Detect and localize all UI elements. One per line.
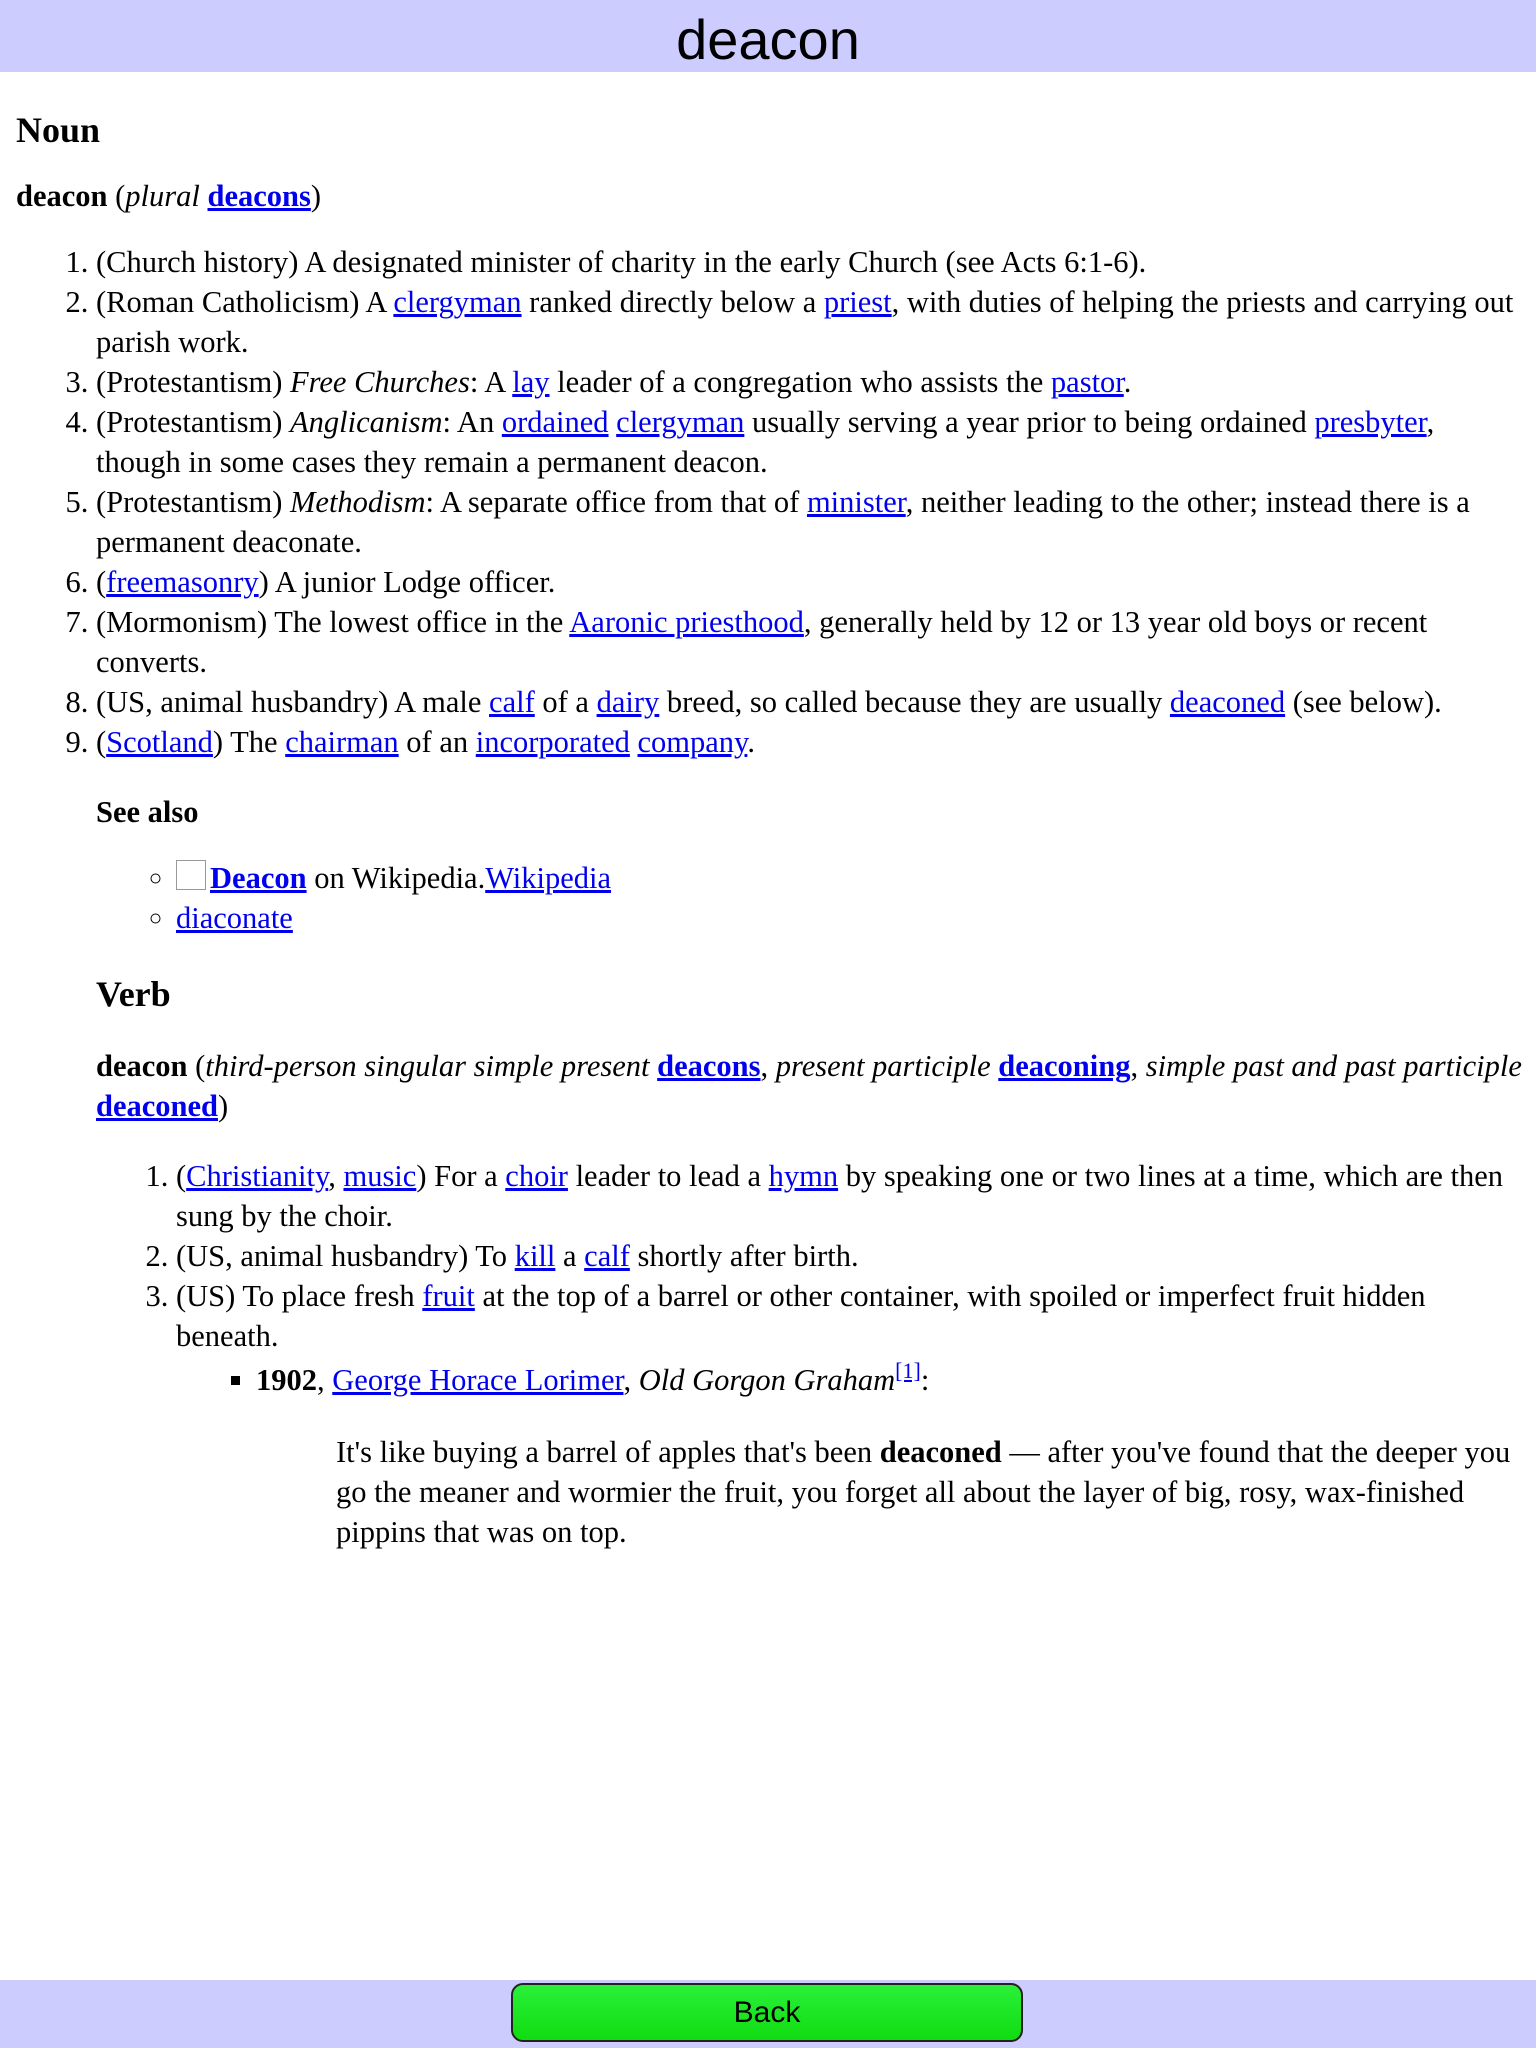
wikipedia-icon	[176, 860, 206, 890]
sense-text: ) A junior Lodge officer.	[258, 565, 556, 599]
link-deaconed[interactable]: deaconed	[1169, 685, 1286, 719]
sense-text: by speaking one or two lines at a time, which are then sung by the choir.	[176, 1159, 1504, 1233]
noun-sense	[96, 562, 1522, 602]
link-calf[interactable]: calf	[584, 1239, 630, 1273]
see-also-heading: See also	[96, 795, 199, 829]
form-label: third-person singular simple present	[205, 1049, 650, 1083]
link-ordained[interactable]: ordained	[501, 405, 609, 439]
sense-context: Anglicanism	[290, 405, 443, 439]
link-choir[interactable]: choir	[505, 1159, 568, 1193]
sense-text: : A	[469, 365, 513, 399]
quote-text: It's like buying a barrel of apples that's been	[336, 1435, 880, 1469]
sense-text: (	[96, 725, 107, 759]
see-also-item	[176, 898, 1522, 938]
link-chairman[interactable]: chairman	[285, 725, 399, 759]
noun-senses-list	[16, 242, 1522, 762]
headword: deacon	[96, 1049, 188, 1083]
sense-text: : A separate office from that of	[425, 485, 807, 519]
sense-text: leader to lead a	[567, 1159, 769, 1193]
sense-text: , generally held by 12 or 13 year old boys or recent converts.	[96, 605, 1428, 679]
noun-sense	[96, 242, 1522, 282]
noun-heading: Noun	[16, 110, 101, 150]
link-minister[interactable]: minister	[806, 485, 906, 519]
sense-text: (US, animal husbandry) A male	[96, 685, 490, 719]
sense-text: usually serving a year prior to being ordained	[744, 405, 1315, 439]
sense-text: (Mormonism) The lowest office in the	[96, 605, 570, 639]
link-deaconing[interactable]: deaconing	[998, 1049, 1131, 1083]
headword: deacon	[16, 179, 108, 213]
verb-heading: Verb	[96, 974, 171, 1014]
sense-text: (US, animal husbandry) To	[176, 1239, 515, 1273]
link-deaconed[interactable]: deaconed	[96, 1089, 218, 1123]
link-author[interactable]: George Horace Lorimer	[332, 1363, 624, 1397]
link-incorporated[interactable]: incorporated	[475, 725, 630, 759]
verb-sense	[176, 1156, 1522, 1236]
see-also-text: on Wikipedia.	[306, 861, 486, 895]
link-diaconate[interactable]: diaconate	[176, 901, 293, 935]
sense-text: (see below).	[1285, 685, 1442, 719]
verb-sense	[176, 1276, 1522, 1552]
link-calf[interactable]: calf	[489, 685, 535, 719]
link-dairy[interactable]: dairy	[596, 685, 660, 719]
verb-headword-line: deacon (third-person singular simple present deacons, present participle deaconing, simple past and past participle deaconed)	[96, 1049, 1522, 1123]
citation-year: 1902	[256, 1363, 317, 1397]
form-label: present participle	[775, 1049, 991, 1083]
noun-sense	[96, 722, 1522, 762]
page-title: deacon	[676, 8, 860, 71]
sense-text: (Protestantism)	[96, 485, 290, 519]
sense-text: .	[1123, 365, 1132, 399]
link-deacon-wikipedia[interactable]: Deacon	[210, 861, 307, 895]
sense-context: Free Churches	[290, 365, 470, 399]
link-lay[interactable]: lay	[512, 365, 550, 399]
sense-text: ,	[328, 1159, 344, 1193]
noun-sense	[96, 402, 1522, 482]
noun-sense	[96, 282, 1522, 362]
link-kill[interactable]: kill	[514, 1239, 556, 1273]
verb-sense	[176, 1236, 1522, 1276]
link-hymn[interactable]: hymn	[768, 1159, 839, 1193]
noun-sense	[96, 482, 1522, 562]
sense-text: at the top of a barrel or other container, with spoiled or imperfect fruit hidden beneath.	[176, 1279, 1426, 1353]
see-also-item	[176, 858, 1522, 898]
verb-senses-list	[96, 1156, 1522, 1552]
link-freemasonry[interactable]: freemasonry	[106, 565, 259, 599]
link-company[interactable]: company	[637, 725, 748, 759]
link-music[interactable]: music	[343, 1159, 417, 1193]
sense-text: a	[555, 1239, 585, 1273]
link-aaronic-priesthood[interactable]: Aaronic priesthood	[569, 605, 804, 639]
sense-text: , with duties of helping the priests and carrying out parish work.	[96, 285, 1514, 359]
sense-text: ) For a	[416, 1159, 506, 1193]
sense-text: (	[176, 1159, 187, 1193]
link-pastor[interactable]: pastor	[1050, 365, 1124, 399]
sense-text: (Roman Catholicism) A	[96, 285, 394, 319]
see-also-list	[96, 858, 1522, 938]
link-deacons[interactable]: deacons	[657, 1049, 761, 1083]
sense-text: (	[96, 565, 107, 599]
title-bar	[0, 0, 1536, 72]
sense-context: Methodism	[290, 485, 426, 519]
sense-text: leader of a congregation who assists the	[549, 365, 1051, 399]
sense-text: (Protestantism)	[96, 365, 290, 399]
link-scotland[interactable]: Scotland	[106, 725, 213, 759]
quote-keyword: deaconed	[879, 1435, 1002, 1469]
bottom-bar	[0, 1980, 1536, 2048]
link-clergyman[interactable]: clergyman	[393, 285, 522, 319]
plural-label: plural	[125, 179, 200, 213]
citation-quote	[336, 1432, 1522, 1552]
form-label: simple past and past participle	[1145, 1049, 1522, 1083]
citation-list	[176, 1360, 1522, 1552]
link-christianity[interactable]: Christianity	[186, 1159, 329, 1193]
citation-item: ▪ 1902, George Horace Lorimer, Old Gorgon Graham[1]: It's like buying a barrel of apples that's been deaconed — after you've found that the deeper you go the meaner and wormier the fruit, you forget all about the layer of big, rosy, wax-finished pippins that was on top.	[256, 1360, 1522, 1552]
link-clergyman[interactable]: clergyman	[616, 405, 745, 439]
link-presbyter[interactable]: presbyter	[1314, 405, 1427, 439]
noun-headword-line: deacon (plural deacons)	[16, 179, 322, 213]
plural-link[interactable]: deacons	[207, 179, 311, 213]
sense-text: (US) To place fresh	[176, 1279, 423, 1313]
sense-text: ranked directly below a	[521, 285, 824, 319]
reference-link[interactable]: [1]	[895, 1358, 921, 1383]
link-wikipedia[interactable]: Wikipedia	[485, 861, 612, 895]
link-fruit[interactable]: fruit	[422, 1279, 475, 1313]
sense-text: (Protestantism)	[96, 405, 290, 439]
noun-sense	[96, 362, 1522, 402]
sense-text: ) The	[212, 725, 286, 759]
sense-text: : An	[442, 405, 502, 439]
noun-sense	[96, 682, 1522, 722]
back-button[interactable]: Back	[511, 1983, 1023, 2042]
link-priest[interactable]: priest	[823, 285, 892, 319]
noun-sense	[96, 602, 1522, 682]
sense-text: shortly after birth.	[629, 1239, 859, 1273]
sense-text: .	[747, 725, 755, 759]
sense-text: of a	[534, 685, 597, 719]
sense-text: breed, so called because they are usually	[659, 685, 1170, 719]
sense-text: , neither leading to the other; instead there is a permanent deaconate.	[96, 485, 1470, 559]
quote-text: — after you've found that the deeper you go the meaner and wormier the fruit, you forget all about the layer of big, rosy, wax-finished pippins that was on top.	[336, 1435, 1511, 1549]
sense-text: , though in some cases they remain a permanent deacon.	[96, 405, 1435, 479]
citation-work: Old Gorgon Graham	[638, 1363, 896, 1397]
sense-text: (Church history) A designated minister of charity in the early Church (see Acts 6:1-6).	[96, 245, 1147, 279]
see-also-section	[96, 792, 1522, 1552]
sense-text: of an	[398, 725, 476, 759]
entry-content	[16, 100, 1522, 1552]
